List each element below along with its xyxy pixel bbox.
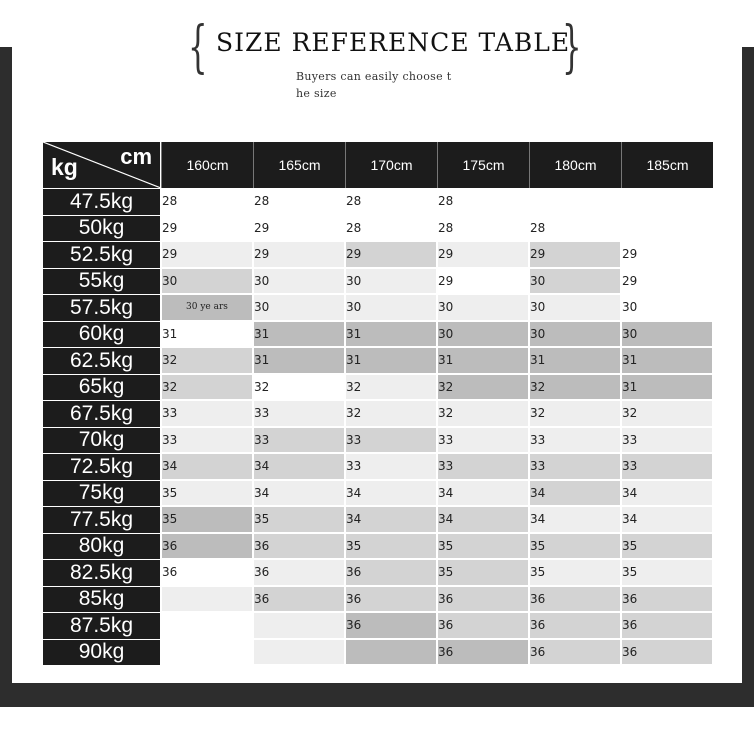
column-header: 185cm <box>621 142 713 188</box>
size-cell: 30 <box>253 294 345 321</box>
weight-label: 67.5kg <box>43 400 161 427</box>
size-cell: 34 <box>621 480 713 507</box>
size-cell: 32 <box>621 400 713 427</box>
size-cell <box>345 639 437 666</box>
table-row <box>43 241 713 268</box>
size-cell: 32 <box>345 400 437 427</box>
page-title: SIZE REFERENCE TABLE <box>216 28 571 57</box>
weight-label: 65kg <box>43 374 161 401</box>
table-row <box>43 533 713 560</box>
size-cell: 35 <box>437 559 529 586</box>
table-row <box>43 559 713 586</box>
size-cell: 28 <box>529 215 621 242</box>
size-cell: 30 <box>253 268 345 295</box>
table-row <box>43 586 713 613</box>
size-cell: 35 <box>529 533 621 560</box>
table-row <box>43 612 713 639</box>
size-cell: 34 <box>253 453 345 480</box>
weight-label: 50kg <box>43 215 161 242</box>
size-cell: 32 <box>161 374 253 401</box>
col-unit-label: cm <box>120 144 152 169</box>
size-cell: 31 <box>345 347 437 374</box>
size-cell: 30 ye ars <box>161 294 253 321</box>
size-cell: 28 <box>345 215 437 242</box>
size-cell: 36 <box>529 586 621 613</box>
size-cell: 36 <box>345 586 437 613</box>
weight-label: 80kg <box>43 533 161 560</box>
size-cell: 29 <box>437 241 529 268</box>
size-cell: 36 <box>345 559 437 586</box>
size-cell: 30 <box>345 294 437 321</box>
size-cell: 34 <box>529 480 621 507</box>
size-cell: 32 <box>345 374 437 401</box>
table-row <box>43 215 713 242</box>
size-cell: 35 <box>437 533 529 560</box>
size-cell: 32 <box>437 374 529 401</box>
column-header: 180cm <box>529 142 621 188</box>
table-row <box>43 427 713 454</box>
weight-label: 52.5kg <box>43 241 161 268</box>
size-cell: 36 <box>161 533 253 560</box>
size-cell: 35 <box>161 506 253 533</box>
weight-label: 90kg <box>43 639 161 666</box>
size-cell: 31 <box>253 321 345 348</box>
weight-label: 60kg <box>43 321 161 348</box>
right-brace-icon: } <box>562 15 582 80</box>
title-block <box>180 15 590 100</box>
weight-label: 72.5kg <box>43 453 161 480</box>
weight-label: 55kg <box>43 268 161 295</box>
size-cell: 36 <box>437 586 529 613</box>
size-cell: 35 <box>621 533 713 560</box>
size-cell: 36 <box>253 559 345 586</box>
table-body <box>43 188 713 665</box>
size-cell: 33 <box>529 453 621 480</box>
size-cell: 30 <box>621 294 713 321</box>
size-cell: 29 <box>621 268 713 295</box>
table-row <box>43 268 713 295</box>
size-cell: 30 <box>161 268 253 295</box>
size-cell: 28 <box>345 188 437 215</box>
size-cell <box>161 639 253 666</box>
size-cell: 31 <box>621 347 713 374</box>
size-cell: 30 <box>437 294 529 321</box>
left-brace-icon: { <box>188 15 208 80</box>
size-cell: 34 <box>437 480 529 507</box>
size-cell <box>621 215 713 242</box>
size-cell: 29 <box>161 241 253 268</box>
weight-label: 87.5kg <box>43 612 161 639</box>
size-cell: 28 <box>253 188 345 215</box>
size-cell: 30 <box>529 294 621 321</box>
size-cell: 29 <box>253 215 345 242</box>
size-cell: 35 <box>253 506 345 533</box>
size-cell: 36 <box>345 612 437 639</box>
size-cell: 29 <box>621 241 713 268</box>
size-cell: 36 <box>621 612 713 639</box>
size-cell <box>253 639 345 666</box>
size-cell: 36 <box>253 586 345 613</box>
size-cell: 32 <box>161 347 253 374</box>
column-header: 170cm <box>345 142 437 188</box>
size-cell: 32 <box>529 374 621 401</box>
table-row <box>43 506 713 533</box>
weight-label: 85kg <box>43 586 161 613</box>
size-cell: 35 <box>345 533 437 560</box>
size-cell: 33 <box>345 427 437 454</box>
size-cell <box>621 188 713 215</box>
header-row <box>43 142 713 188</box>
column-header: 175cm <box>437 142 529 188</box>
table-row <box>43 480 713 507</box>
table-row <box>43 188 713 215</box>
size-cell: 29 <box>161 215 253 242</box>
row-unit-label: kg <box>51 154 78 180</box>
size-cell: 30 <box>345 268 437 295</box>
size-cell: 29 <box>253 241 345 268</box>
size-cell: 36 <box>621 586 713 613</box>
size-cell: 36 <box>437 612 529 639</box>
size-cell: 36 <box>529 639 621 666</box>
size-cell: 34 <box>529 506 621 533</box>
table-row <box>43 400 713 427</box>
size-cell: 36 <box>621 639 713 666</box>
column-header: 165cm <box>253 142 345 188</box>
column-header: 160cm <box>161 142 253 188</box>
size-cell: 35 <box>621 559 713 586</box>
size-cell: 33 <box>621 453 713 480</box>
size-cell: 33 <box>345 453 437 480</box>
size-cell: 33 <box>529 427 621 454</box>
size-cell: 31 <box>161 321 253 348</box>
table-row <box>43 639 713 666</box>
table-row <box>43 453 713 480</box>
weight-label: 70kg <box>43 427 161 454</box>
weight-label: 82.5kg <box>43 559 161 586</box>
table-row <box>43 374 713 401</box>
size-cell: 28 <box>161 188 253 215</box>
size-cell: 32 <box>437 400 529 427</box>
size-cell: 30 <box>621 321 713 348</box>
size-cell: 29 <box>529 241 621 268</box>
size-cell: 30 <box>529 268 621 295</box>
weight-label: 75kg <box>43 480 161 507</box>
size-cell: 31 <box>621 374 713 401</box>
size-cell: 33 <box>621 427 713 454</box>
size-cell: 36 <box>253 533 345 560</box>
size-cell: 36 <box>161 559 253 586</box>
weight-label: 57.5kg <box>43 294 161 321</box>
size-cell: 33 <box>437 427 529 454</box>
size-cell: 36 <box>529 612 621 639</box>
size-table <box>43 142 713 665</box>
size-cell: 31 <box>437 347 529 374</box>
corner-header <box>43 142 161 188</box>
size-cell: 31 <box>529 347 621 374</box>
weight-label: 47.5kg <box>43 188 161 215</box>
size-cell: 33 <box>437 453 529 480</box>
size-cell: 34 <box>437 506 529 533</box>
size-cell: 32 <box>253 374 345 401</box>
size-cell: 28 <box>437 215 529 242</box>
size-cell: 33 <box>161 427 253 454</box>
size-cell <box>529 188 621 215</box>
size-cell: 33 <box>161 400 253 427</box>
size-cell: 29 <box>437 268 529 295</box>
size-cell: 34 <box>161 453 253 480</box>
size-cell: 34 <box>345 480 437 507</box>
size-cell: 33 <box>253 400 345 427</box>
size-cell: 34 <box>621 506 713 533</box>
subtitle: Buyers can easily choose t he size <box>296 70 452 100</box>
size-cell: 31 <box>253 347 345 374</box>
size-cell <box>161 612 253 639</box>
table-row <box>43 321 713 348</box>
size-cell: 31 <box>345 321 437 348</box>
size-cell: 36 <box>437 639 529 666</box>
size-cell: 32 <box>529 400 621 427</box>
weight-label: 62.5kg <box>43 347 161 374</box>
size-cell: 34 <box>253 480 345 507</box>
size-cell <box>161 586 253 613</box>
size-cell <box>253 612 345 639</box>
size-cell: 30 <box>529 321 621 348</box>
size-cell: 30 <box>437 321 529 348</box>
size-cell: 33 <box>253 427 345 454</box>
size-cell: 35 <box>529 559 621 586</box>
weight-label: 77.5kg <box>43 506 161 533</box>
size-cell: 29 <box>345 241 437 268</box>
size-cell: 28 <box>437 188 529 215</box>
size-cell: 35 <box>161 480 253 507</box>
table-row <box>43 347 713 374</box>
size-cell: 34 <box>345 506 437 533</box>
table-row <box>43 294 713 321</box>
